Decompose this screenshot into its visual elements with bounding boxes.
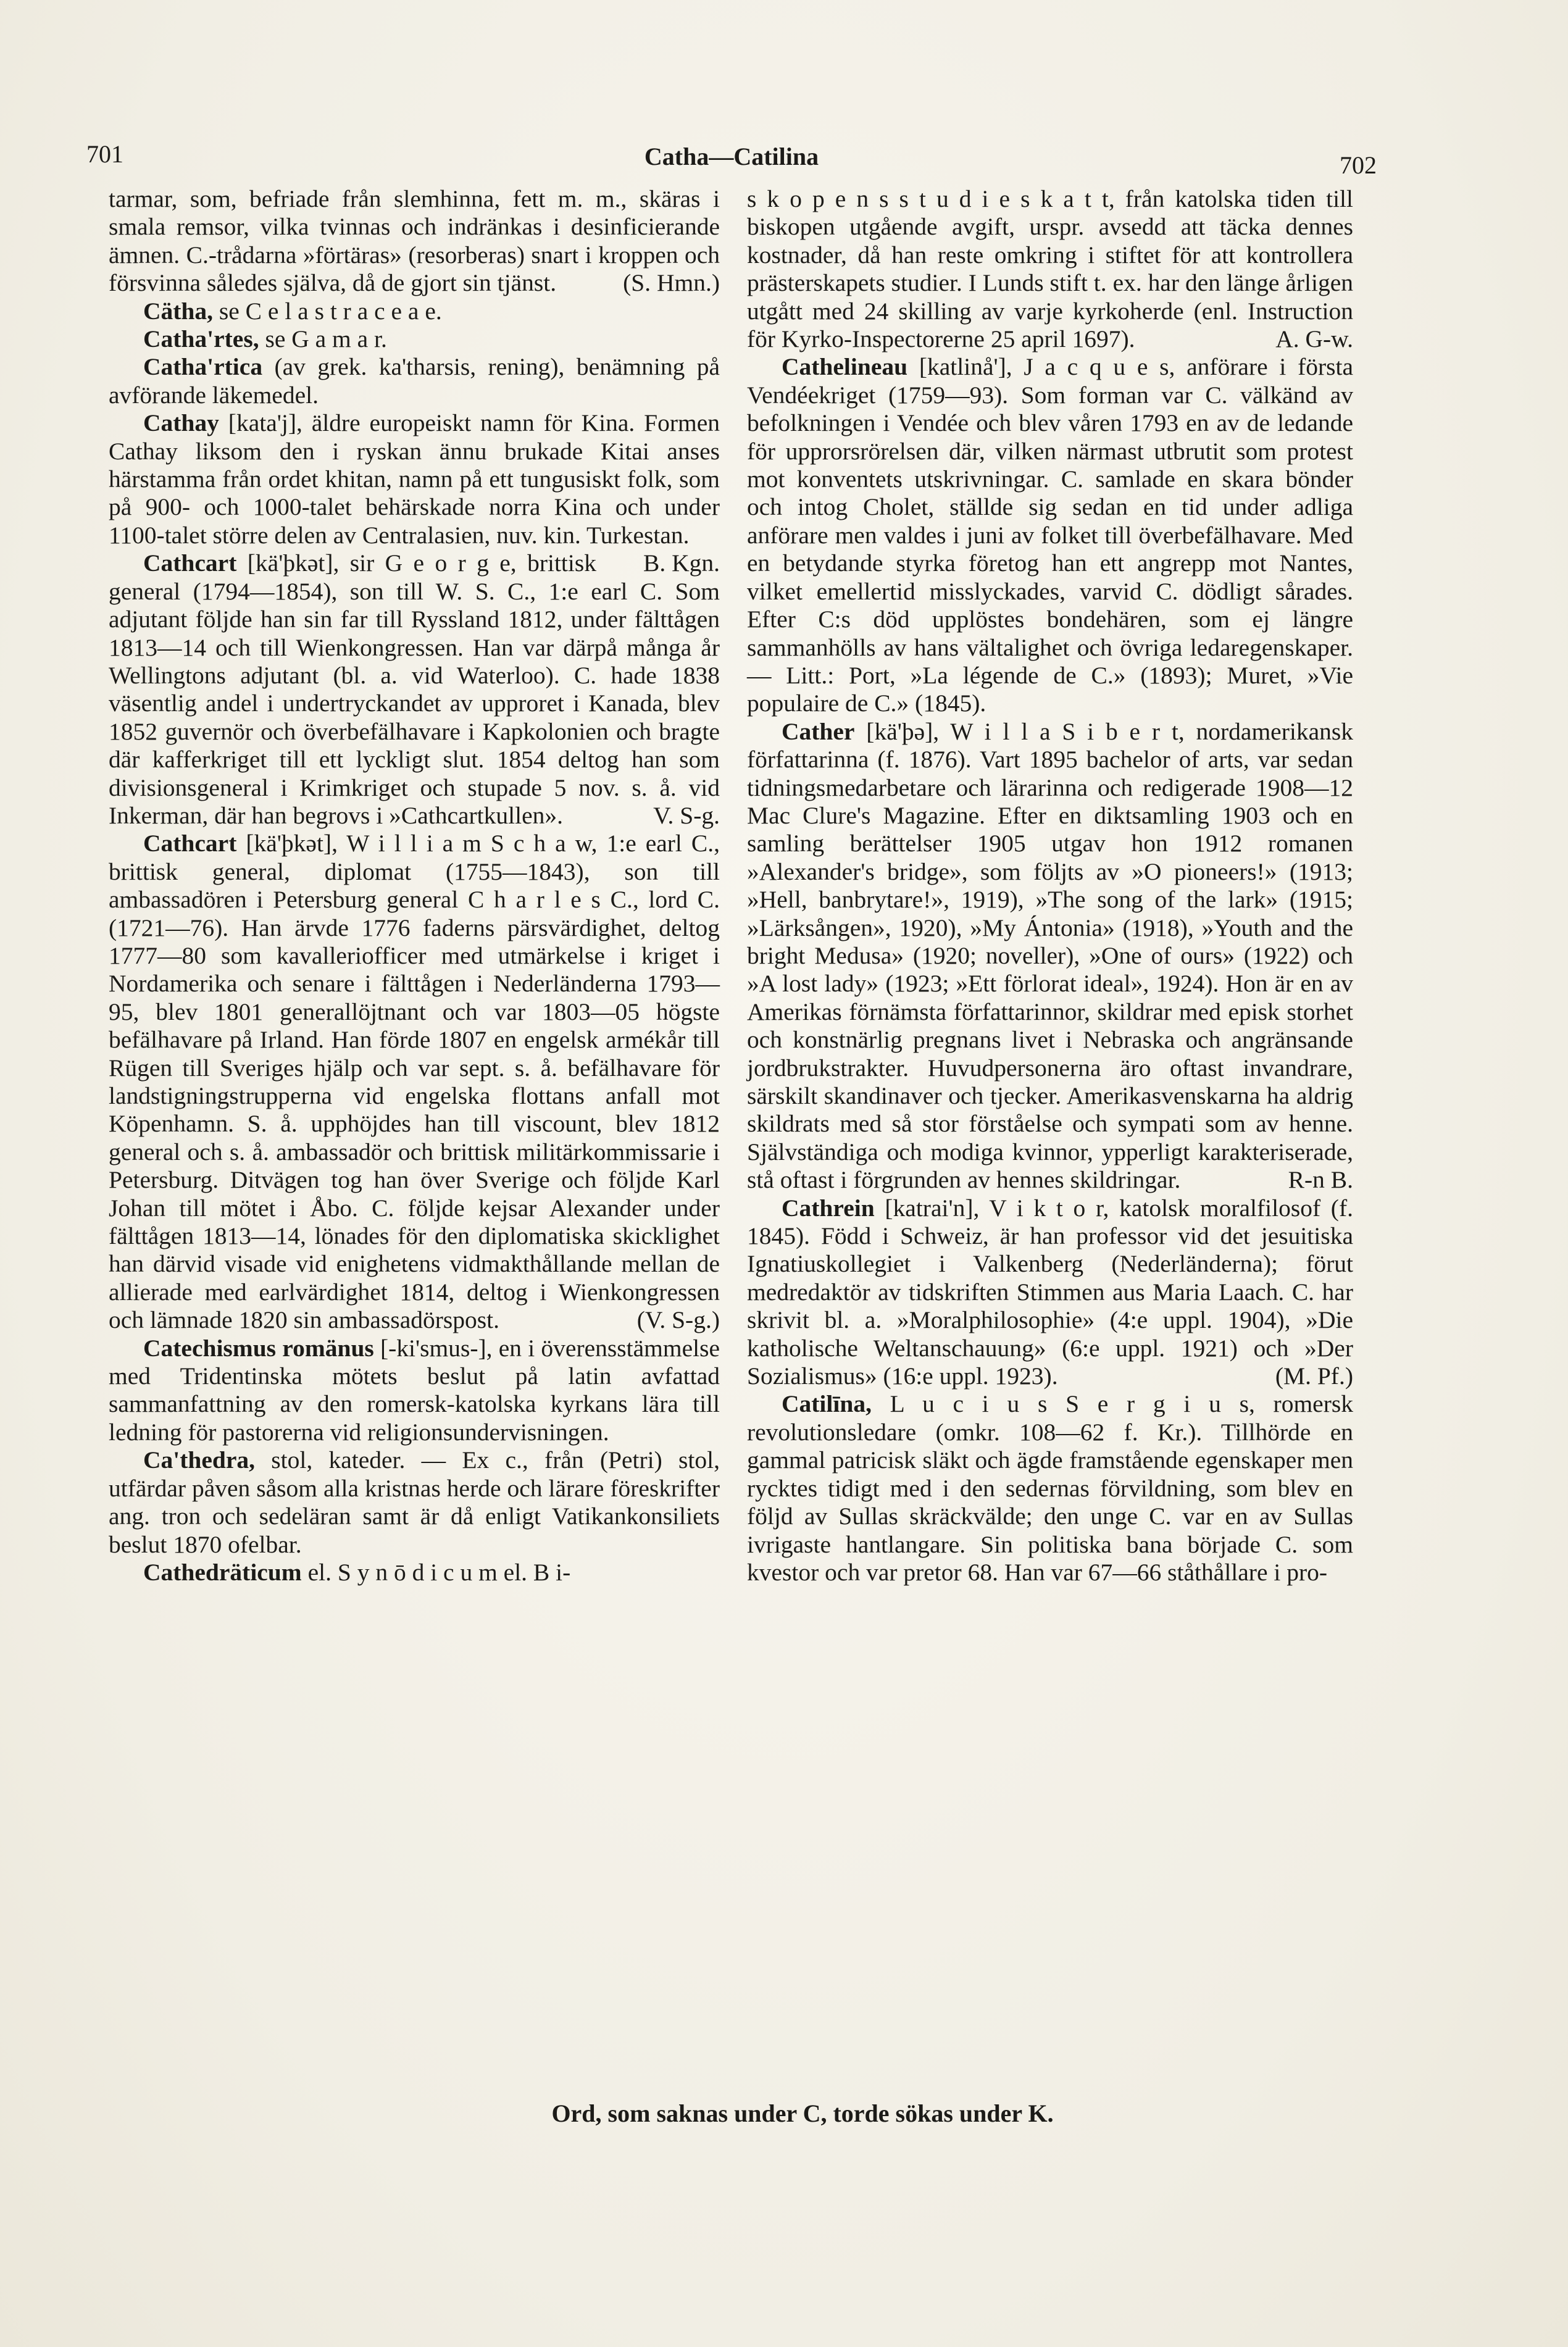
right-column bbox=[747, 185, 1353, 1586]
entry-text: se G a m a r. bbox=[259, 325, 387, 353]
entry-continuation bbox=[747, 185, 1353, 353]
entry-text: stol, kateder. — Ex c., från (Petri) stol, utfärdar påven såsom alla kristnas herde och lärare föreskrifter ang. tron och sedeläran samt är då enligt Vatikankonsiliets beslut 1870 ofelbar. bbox=[109, 1446, 720, 1558]
entry-text: [kä'þkət], W i l l i a m S c h a w, 1:e earl C., brittisk general, diplomat (1755—1843), son till ambassadören i Petersburg general C h a r l e s C., lord C. (1721—76). Han ärvde 1776 faderns pärsvärdighet, deltog 1777—80 som kavalleriofficer med utmärkelse i kriget i Nordamerika och senare i fälttågen i Nederländerna 1793—95, blev 1801 generallöjtnant och var 1803—05 högste befälhavare på Irland. Han förde 1807 en engelsk armékår till Rügen till Sveriges hjälp och var sept. s. å. befälhavare för landstigningstrupperna vid engelska flottans anfall mot Köpenhamn. S. å. upphöjdes han till viscount, blev 1812 general och s. å. ambassadör och brittisk militärkommissarie i Petersburg. Ditvägen tog han över Sverige och följde Karl Johan till mötet i Åbo. C. följde kejsar Alexander under fälttågen 1813—14, lönades för den diplomatiska skicklighet han därvid visade vid enighetens vidmakthållande mellan de allierade med earlvärdighet 1814, deltog i Wienkongressen och lämnade 1820 sin ambassadörspost. bbox=[109, 830, 720, 1334]
entry-text: el. S y n ō d i c u m el. B i- bbox=[301, 1558, 571, 1586]
author-signature: (M. Pf.) bbox=[1275, 1362, 1353, 1390]
entry-headword: Catha'rtes, bbox=[143, 325, 259, 353]
entry-headword: Cathcart bbox=[143, 830, 237, 857]
dictionary-entry bbox=[109, 549, 720, 830]
dictionary-entry bbox=[747, 718, 1353, 1194]
entry-continuation bbox=[109, 185, 720, 298]
dictionary-entry bbox=[109, 353, 720, 409]
entry-headword: Cathelineau bbox=[782, 353, 908, 381]
author-signature: V. S-g. bbox=[653, 801, 720, 829]
running-title: Catha—Catilina bbox=[644, 143, 819, 170]
entry-headword: Cathcart bbox=[143, 549, 237, 577]
entry-text: [-ki'smus-], en i överensstämmelse med Tridentinska mötets beslut på latin avfattad sammanfattning av den romersk-katolska kyrkans lära till ledning för pastorerna vid religionsundervisningen. bbox=[109, 1334, 720, 1446]
dictionary-entry bbox=[747, 1390, 1353, 1586]
entry-text: L u c i u s S e r g i u s, romersk revolutionsledare (omkr. 108—62 f. Kr.). Tillhörde en gammal patricisk släkt och ägde framstående egenskaper men rycktes tidigt med i den sedernas förvildning, som blev en följd av Sullas skräckvälde; den unge C. var en av Sullas ivrigaste hantlangare. Sin politiska bana började C. som kvestor och var pretor 68. Han var 67—66 ståthållare i pro- bbox=[747, 1390, 1353, 1586]
entry-headword: Catechismus romänus bbox=[143, 1334, 374, 1362]
author-signature: A. G-w. bbox=[1275, 325, 1353, 353]
dictionary-entry bbox=[747, 353, 1353, 717]
page-header bbox=[86, 140, 1377, 177]
entry-text: [kata'j], äldre europeiskt namn för Kina. Formen Cathay liksom den i ryskan ännu brukade Kitai anses härstamma från ordet khitan, namn på ett tungusiskt folk, som på 900- och 1000-talet behärskade norra Kina och under 1100-talet större delen av Centralasien, nuv. kin. Turkestan. bbox=[109, 409, 720, 549]
page-number-right: 702 bbox=[1340, 151, 1377, 179]
author-signature: (V. S-g.) bbox=[636, 1306, 720, 1334]
entry-headword: Ca'thedra, bbox=[143, 1446, 256, 1474]
entry-headword: Cather bbox=[782, 717, 855, 745]
entry-text: [katrai'n], V i k t o r, katolsk moralfilosof (f. 1845). Född i Schweiz, är han professor vid det jesuitiska Ignatiuskollegiet i Valkenberg (Nederländerna); förut medredaktör av tidskriften Stimmen aus Maria Laach. C. har skrivit bl. a. »Moralphilosophie» (4:e uppl. 1904), »Die katholische Weltanschauung» (6:e uppl. 1921) och »Der Sozialismus» (16:e uppl. 1923). bbox=[747, 1194, 1353, 1390]
entry-headword: Cathay bbox=[143, 409, 219, 437]
entry-headword: Cathrein bbox=[782, 1194, 875, 1222]
dictionary-entry bbox=[109, 830, 720, 1334]
left-column bbox=[109, 185, 720, 1586]
entry-headword: Cätha, bbox=[143, 297, 214, 325]
entry-text: s k o p e n s s t u d i e s k a t t, från katolska tiden till biskopen utgående avgift, urspr. avsedd att täcka dennes kostnader, då han reste omkring i stiftet för att kontrollera prästerskapets studier. I Lunds stift t. ex. har den länge årligen utgått med 24 skilling av varje kyrkoherde (enl. Instruction för Kyrko-Inspectorerne 25 april 1697). bbox=[747, 185, 1353, 353]
entry-text: (av grek. ka'tharsis, rening), benämning på avförande läkemedel. bbox=[109, 353, 720, 409]
dictionary-entry bbox=[109, 325, 720, 353]
dictionary-entry bbox=[747, 1194, 1353, 1391]
page-footer-note: Ord, som saknas under C, torde sökas under K. bbox=[551, 2099, 1054, 2127]
author-signature: B. Kgn. bbox=[643, 549, 720, 577]
entry-headword: Catilīna, bbox=[782, 1390, 872, 1418]
entry-text: [kä'þkət], sir G e o r g e, brittisk general (1794—1854), son till W. S. C., 1:e earl C. Som adjutant följde han sin far till Ryssland 1812, under fälttågen 1813—14 och till Wienkongressen. Han var därpå många år Wellingtons adjutant (bl. a. vid Waterloo). C. hade 1838 väsentlig andel i undertryckandet av upproret i Kanada, blev 1852 guvernör och överbefälhavare i Kapkolonien och bragte där kafferkriget till ett lyckligt slut. 1854 deltog han som divisionsgeneral i Krimkriget och stupade 5 nov. s. å. vid Inkerman, där han begrovs i »Cathcartkullen». bbox=[109, 549, 720, 829]
page-number-left: 701 bbox=[86, 140, 123, 168]
dictionary-entry bbox=[109, 1559, 720, 1586]
author-signature: (S. Hmn.) bbox=[623, 269, 720, 297]
entry-text: [kä'þə], W i l l a S i b e r t, nordamerikansk författarinna (f. 1876). Vart 1895 bachelor of arts, var sedan tidningsmedarbetare och lärarinna och redigerade 1908—12 Mac Clure's Magazine. Efter en diktsamling 1903 och en samling berättelser 1905 utgav hon 1912 romanen »Alexander's bridge», som följts av »O pioneers!» (1913; »Hell, banbrytare!», 1919), »The song of the lark» (1915; »Lärksången», 1920), »My Ántonia» (1918), »Youth and the bright Medusa» (1920; noveller), »One of ours» (1922) och »A lost lady» (1923; »Ett förlorat ideal», 1924). Hon är en av Amerikas förnämsta författarinnor, skildrar med episk storhet och konstnärlig pregnans livet i Nebraska och angränsande jordbrukstrakter. Huvudpersonerna äro oftast invandrare, särskilt skandinaver och tjecker. Amerikasvenskarna ha aldrig skildrats med så stor förståelse och sympati som av henne. Självständiga och modiga kvinnor, ypperligt karakteriserade, stå oftast i förgrunden av hennes skildringar. bbox=[747, 717, 1353, 1194]
entry-headword: Catha'rtica bbox=[143, 353, 263, 381]
dictionary-entry bbox=[109, 1446, 720, 1559]
entry-text: tarmar, som, befriade från slemhinna, fett m. m., skäras i smala remsor, vilka tvinnas och indränkas i desinficierande ämnen. C.-trådarna »förtäras» (resorberas) snart i kroppen och försvinna således själva, då de gjort sin tjänst. bbox=[109, 185, 720, 297]
dictionary-entry bbox=[109, 298, 720, 325]
entry-headword: Cathedräticum bbox=[143, 1558, 302, 1586]
entry-text: se C e l a s t r a c e a e. bbox=[213, 297, 442, 325]
author-signature: R-n B. bbox=[1288, 1166, 1353, 1194]
dictionary-entry bbox=[109, 1335, 720, 1447]
entry-text: [katlinå'], J a c q u e s, anförare i första Vendéekriget (1759—93). Som forman var C. välkänd av befolkningen i Vendée och blev våren 1793 en av de ledande för upprorsrörelsen där, vilken närmast utbrutit som protest mot konventets utskrivningar. C. samlade en skara bönder och intog Cholet, ställde sig sedan en tid under adliga anförare men valdes i juni av folket till överbefälhavare. Med en betydande styrka företog han ett angrepp mot Nantes, vilket emellertid misslyckades, varvid C. dödligt sårades. Efter C:s död upplöstes bondehären, som ej längre sammanhölls av hans vältalighet och övriga ledaregenskaper. — Litt.: Port, »La légende de C.» (1893); Muret, »Vie populaire de C.» (1845). bbox=[747, 353, 1353, 717]
